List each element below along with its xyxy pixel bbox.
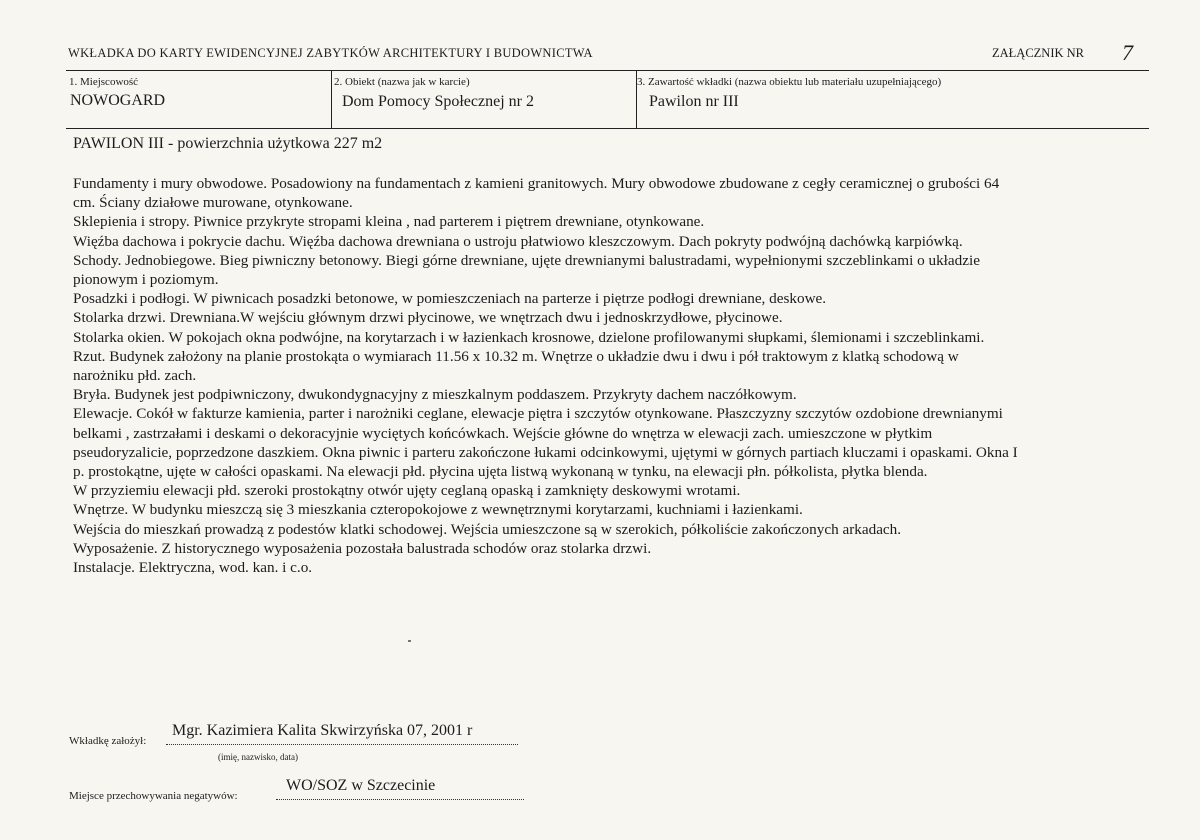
annex-label: ZAŁĄCZNIK NR [992, 46, 1085, 60]
description-line: Sklepienia i stropy. Piwnice przykryte stropami kleina , nad parterem i piętrem drewniane, otynkowane. [73, 213, 705, 231]
author-dotted-line [166, 744, 518, 745]
building-description [73, 174, 1133, 577]
description-line: narożniku płd. zach. [73, 367, 197, 385]
description-line: cm. Ściany działowe murowane, otynkowane. [73, 194, 353, 212]
description-line: Stolarka drzwi. Drewniana.W wejściu głównym drzwi płycinowe, we wnętrzach dwu i jednoskrzydłowe, płycinowe. [73, 309, 783, 327]
description-line: Posadzki i podłogi. W piwnicach posadzki betonowe, w pomieszczeniach na parterze i piętrze podłogi drewniane, deskowe. [73, 290, 827, 308]
description-line: Stolarka okien. W pokojach okna podwójne, na korytarzach i w łazienkach krosnowe, dzielone profilowanymi słupkami, ślemionami i szczeblinkami. [73, 328, 985, 346]
author-label: Wkładkę założył: [69, 735, 147, 747]
form-title: WKŁADKA DO KARTY EWIDENCYJNEJ ZABYTKÓW ARCHITEKTURY I BUDOWNICTWA [68, 46, 593, 60]
description-line: Wyposażenie. Z historycznego wyposażenia pozostała balustrada schodów oraz stolarka drzwi. [73, 539, 652, 557]
description-line: pseudoryzalicie, poprzedzone daszkiem. Okna piwnic i parteru zakończone łukami odcinkowymi, ujętymi w górnych partiach kluczami i opaskami. Okna I [73, 443, 1018, 461]
negatives-value: WO/SOZ w Szczecinie [286, 777, 436, 794]
description-line: Fundamenty i mury obwodowe. Posadowiony na fundamentach z kamieni granitowych. Mury obwodowe zbudowane z cegły ceramicznej o grubości 64 [73, 175, 1000, 192]
locality-label: 1. Miejscowość [69, 76, 139, 88]
form-top-rule [66, 70, 1149, 71]
form-bottom-rule [66, 128, 1149, 129]
locality-value: NOWOGARD [70, 92, 166, 109]
description-line: Wejścia do mieszkań prowadzą z podestów klatki schodowej. Wejścia umieszczone są w szerokich, półkoliście zakończonych arkadach. [73, 520, 902, 538]
object-label: 2. Obiekt (nazwa jak w karcie) [334, 76, 470, 88]
author-value: Mgr. Kazimiera Kalita Skwirzyńska 07, 2001 r [172, 722, 473, 739]
object-value: Dom Pomocy Społecznej nr 2 [342, 93, 534, 110]
description-line: Instalacje. Elektryczna, wod. kan. i c.o. [73, 559, 313, 577]
pavilion-heading: PAWILON III - powierzchnia użytkowa 227 m2 [73, 135, 383, 152]
negatives-dotted-line [276, 799, 524, 800]
negatives-label: Miejsce przechowywania negatywów: [69, 790, 238, 802]
description-line: Wnętrze. W budynku mieszczą się 3 mieszkania czteropokojowe z wewnętrznymi korytarzami, kuchniami i łazienkami. [73, 501, 803, 519]
description-line: Więźba dachowa i pokrycie dachu. Więźba dachowa drewniana o ustroju płatwiowo kleszczowym. Dach pokryty podwójną dachówką karpiówką. [73, 232, 963, 250]
contents-value: Pawilon nr III [649, 93, 739, 110]
description-line: Schody. Jednobiegowe. Bieg piwniczny betonowy. Biegi górne drewniane, ujęte drewnianymi balustradami, wypełnionymi szczeblinkami o układzie [73, 251, 980, 269]
author-caption: (imię, nazwisko, data) [218, 752, 298, 762]
description-line: pionowym i poziomym. [73, 271, 219, 289]
annex-number: 7 [1122, 40, 1133, 65]
description-line: Rzut. Budynek założony na planie prostokąta o wymiarach 11.56 x 10.32 m. Wnętrze o układzie dwu i dwu i pół traktowym z klatką schodową w [73, 347, 959, 365]
stray-ink-mark [408, 640, 411, 642]
description-line: W przyziemiu elewacji płd. szeroki prostokątny otwór ujęty ceglaną opaską i zamknięty deskowymi wrotami. [73, 482, 741, 500]
description-line: Elewacje. Cokół w fakturze kamienia, parter i narożniki ceglane, elewacje piętra i szczytów otynkowane. Płaszczyzny szczytów ozdobione drewnianymi [73, 405, 1003, 423]
description-line: Bryła. Budynek jest podpiwniczony, dwukondygnacyjny z mieszkalnym poddaszem. Przykryty dachem naczółkowym. [73, 386, 797, 404]
form-column-divider-1 [331, 70, 332, 128]
description-line: belkami , zastrzałami i deskami o dekoracyjnie wyciętych końcówkach. Wejście główne do wnętrza w elewacji zach. umieszczone w płytkim [73, 424, 933, 442]
description-line: p. prostokątne, ujęte w całości opaskami. Na elewacji płd. płycina ujęta listwą wykonaną w tynku, na elewacji płn. półkolista, płytka blenda. [73, 463, 928, 481]
contents-label: 3. Zawartość wkładki (nazwa obiektu lub materiału uzupełniającego) [637, 76, 942, 88]
